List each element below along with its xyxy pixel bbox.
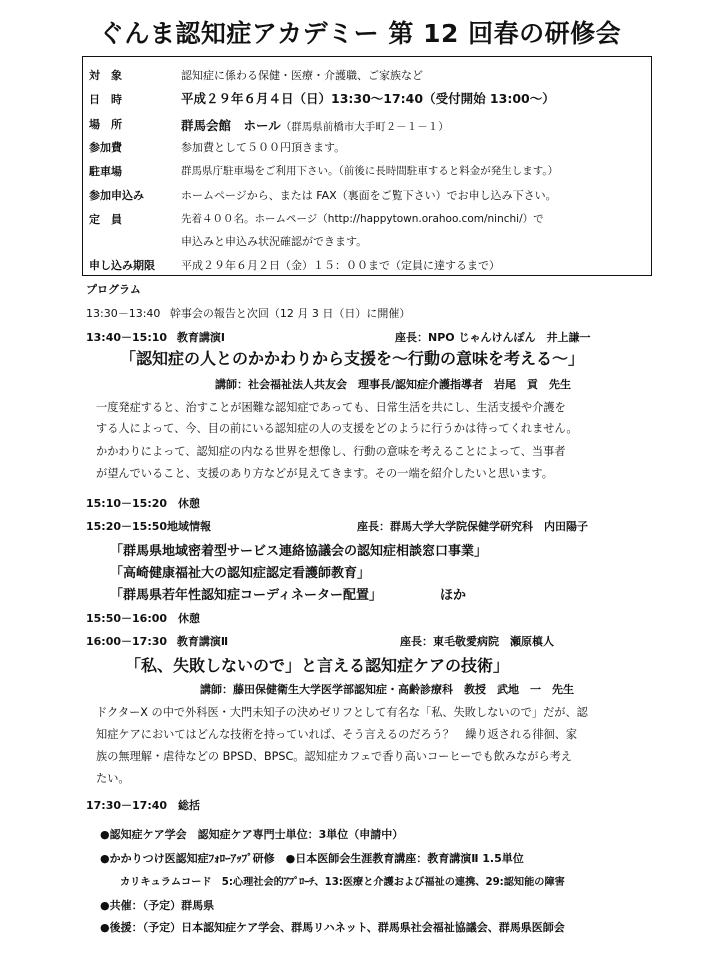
info-label: 参加申込み bbox=[89, 189, 144, 202]
info-value: 平成２９年６月２日（金）１５：００まで（定員に達するまで） bbox=[181, 259, 500, 272]
credit-line: カリキュラムコード 5:心理社会的ｱﾌﾟﾛｰﾁ、13:医療と介護および福祉の連携、29:認知能の障害 bbox=[120, 877, 565, 888]
session-speaker: 講師：社会福祉法人共友会 理事長/認知症介護指導者 岩尾 貢 先生 bbox=[215, 378, 572, 391]
program-break-1: 15:10－15:20 休憩 bbox=[86, 497, 201, 510]
info-label: 申し込み期限 bbox=[89, 259, 155, 272]
session-body-line: 族の無理解・虐待などの BPSD、BPSC。認知症カフェで香り高いコーヒーでも飲みながら考え bbox=[96, 750, 572, 763]
session-chair: 座長：NPO じゃんけんぽん 井上謙一 bbox=[395, 331, 591, 344]
program-item-1 bbox=[86, 305, 410, 321]
session-body-line: かかわりによって、認知症の内なる世界を想像し、行動の意味を考えることによって、当事者 bbox=[96, 445, 566, 458]
session-title: 「認知症の人とのかかわりから支援を～行動の意味を考える～」 bbox=[120, 349, 585, 368]
session-body-line: が望んでいること、支援のあり方などが見えてきます。その一端を紹介したいと思います。 bbox=[96, 467, 553, 480]
session-body-line: 知症ケアにおいてはどんな技術を持っていれば、そう言えるのだろう？ 繰り返される徘徊、家 bbox=[96, 728, 578, 741]
info-value: 申込みと申込み状況確認ができます。 bbox=[181, 235, 368, 248]
info-label: 定 員 bbox=[89, 213, 122, 226]
credit-line: ●かかりつけ医認知症ﾌｫﾛｰｱｯﾌﾟ研修 ●日本医師会生涯教育講座：教育講演Ⅱ 1.5単位 bbox=[100, 852, 524, 865]
program-heading: プログラム bbox=[86, 283, 141, 296]
info-label: 参加費 bbox=[89, 141, 122, 154]
session-speaker: 講師：藤田保健衛生大学医学部認知症・高齢診療科 教授 武地 一 先生 bbox=[200, 683, 574, 696]
session-body-line: ドクターX の中で外科医・大門未知子の決めゼリフとして有名な「私、失敗しないので」だが、認 bbox=[96, 706, 588, 719]
regional-item-etc: ほか bbox=[440, 588, 467, 603]
session-label: 教育講演Ⅰ bbox=[176, 331, 225, 344]
info-label: 対 象 bbox=[89, 69, 122, 82]
session-body-line: 一度発症すると、治すことが困難な認知症であっても、日常生活を共にし、生活支援や介護を bbox=[96, 401, 566, 414]
info-value: 先着４００名。ホームページ（http://happytown.orahoo.com/ninchi/）で bbox=[181, 213, 544, 225]
program-item-4 bbox=[86, 518, 211, 534]
info-label: 駐車場 bbox=[89, 165, 122, 178]
info-label: 日 時 bbox=[89, 93, 122, 106]
session-label: 教育講演Ⅱ bbox=[176, 635, 229, 648]
venue-name: 群馬会館 ホール bbox=[181, 118, 281, 133]
info-value: 認知症に係わる保健・医療・介護職、ご家族など bbox=[181, 69, 423, 82]
venue-address: （群馬県前橋市大手町２－１－１） bbox=[280, 121, 449, 133]
session-title: 「私、失敗しないので」と言える認知症ケアの技術」 bbox=[125, 656, 510, 675]
item-text: 幹事会の報告と次回（12 月 3 日（日）に開催） bbox=[169, 307, 411, 320]
info-value: ホームページから、または FAX（裏面をご覧下さい）でお申し込み下さい。 bbox=[181, 189, 557, 202]
regional-item: 「群馬県地域密着型サービス連絡協議会の認知症相談窓口事業」 bbox=[110, 544, 488, 559]
program-item-6 bbox=[86, 633, 228, 649]
time-label: 13:30－13:40 bbox=[86, 307, 161, 320]
session-body-line: たい。 bbox=[96, 772, 130, 785]
program-break-2: 15:50－16:00 休憩 bbox=[86, 612, 201, 625]
credit-line: ●認知症ケア学会 認知症ケア専門士単位：3単位（申請中） bbox=[100, 828, 404, 841]
info-value bbox=[181, 116, 449, 134]
time-label: 13:40－15:10 bbox=[86, 331, 168, 344]
session-chair: 座長：東毛敬愛病院 瀬原槙人 bbox=[400, 635, 554, 648]
regional-item: 「群馬県若年性認知症コーディネーター配置」 bbox=[110, 588, 382, 603]
program-item-2 bbox=[86, 329, 225, 345]
session-chair: 座長：群馬大学大学院保健学研究科 内田陽子 bbox=[357, 520, 588, 533]
info-value: 平成２９年６月４日（日）13:30～17:40（受付開始 13:00～） bbox=[181, 91, 555, 106]
time-label: 16:00－17:30 bbox=[86, 635, 168, 648]
credit-line: ●後援：（予定）日本認知症ケア学会、群馬リハネット、群馬県社会福祉協議会、群馬県医師会 bbox=[100, 921, 565, 934]
page-title: ぐんま認知症アカデミー 第 12 回春の研修会 bbox=[98, 19, 622, 48]
time-label: 15:20－15:50 bbox=[86, 520, 168, 533]
credit-line: ●共催：（予定）群馬県 bbox=[100, 899, 215, 912]
program-summary: 17:30－17:40 総括 bbox=[86, 799, 201, 812]
session-body-line: する人によって、今、目の前にいる認知症の人の支援をどのように行うかは待ってくれません。 bbox=[96, 422, 578, 435]
session-label: 地域情報 bbox=[167, 520, 212, 533]
info-value: 参加費として５００円頂きます。 bbox=[181, 141, 346, 154]
regional-item: 「高崎健康福祉大の認知症認定看護師教育」 bbox=[110, 566, 371, 581]
info-label: 場 所 bbox=[89, 118, 122, 131]
info-value: 群馬県庁駐車場をご利用下さい。（前後に長時間駐車すると料金が発生します。） bbox=[181, 165, 559, 177]
event-info-box bbox=[82, 56, 652, 276]
